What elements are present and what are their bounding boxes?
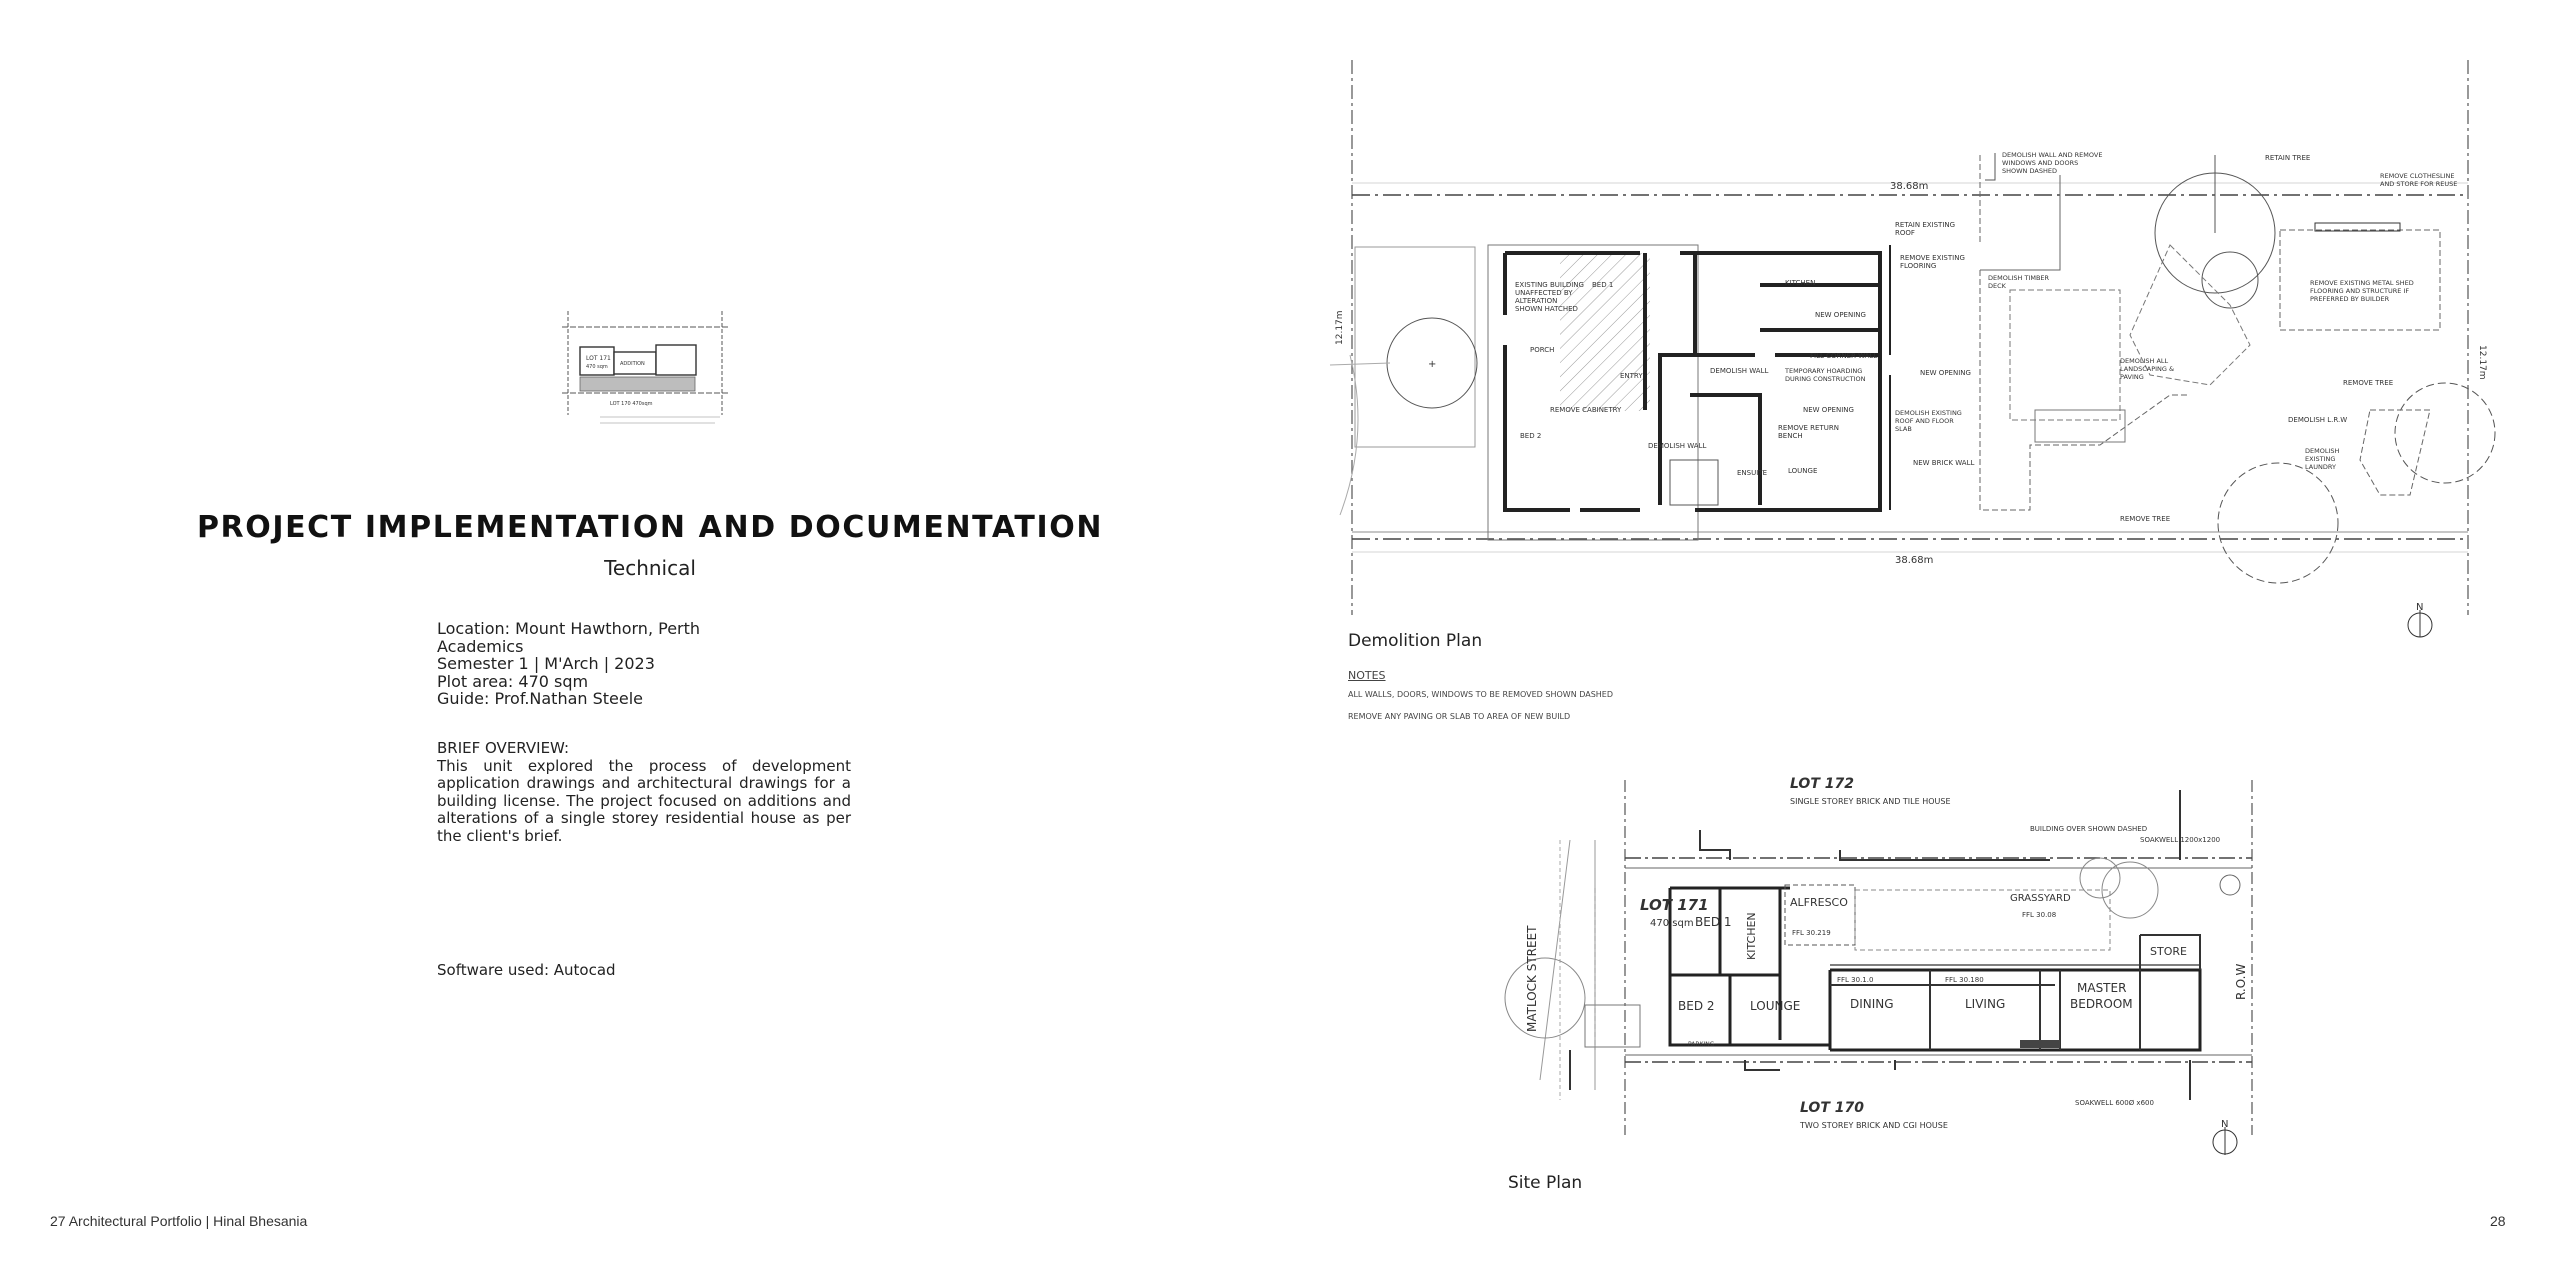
demo-north-label: N	[2416, 602, 2424, 613]
demo-metal-shed: REMOVE EXISTING METAL SHED FLOORING AND STRUCTURE IF PREFERRED BY BUILDER	[2310, 279, 2414, 303]
dim-right: 12.17m	[2477, 345, 2487, 380]
site-plan-caption: Site Plan	[1508, 1173, 1583, 1193]
demo-demolish-wall-1: DEMOLISH WALL	[1710, 367, 1769, 375]
demo-temp-hoarding: TEMPORARY HOARDING DURING CONSTRUCTION	[1785, 367, 1866, 383]
page-subtitle: Technical	[604, 556, 696, 580]
site-room-store: STORE	[2150, 945, 2187, 958]
notes-heading: NOTES	[1348, 669, 1386, 682]
site-room-bed2: BED 2	[1678, 999, 1715, 1013]
info-guide: Guide: Prof.Nathan Steele	[437, 689, 644, 708]
site-room-kitchen: KITCHEN	[1745, 912, 1758, 960]
svg-text:+: +	[1428, 359, 1437, 370]
demo-new-opening-3: NEW OPENING	[1803, 406, 1854, 414]
demo-demolish-roof: DEMOLISH EXISTING ROOF AND FLOOR SLAB	[1895, 409, 1962, 433]
site-room-bedroom: BEDROOM	[2070, 997, 2133, 1011]
site-room-alfresco: ALFRESCO	[1790, 896, 1848, 909]
demo-laundry: DEMOLISH EXISTING LAUNDRY	[2305, 447, 2340, 471]
site-lot170-desc: TWO STOREY BRICK AND CGI HOUSE	[1800, 1121, 1948, 1130]
thumb-addition-label: ADDITION	[620, 361, 645, 367]
info-plot-area: Plot area: 470 sqm	[437, 671, 589, 691]
demolition-plan-caption: Demolition Plan	[1348, 631, 1483, 651]
note-1: ALL WALLS, DOORS, WINDOWS TO BE REMOVED SHOWN DASHED	[1348, 690, 1614, 699]
demo-ensuite: ENSUITE	[1737, 469, 1767, 477]
dim-top: 38.68m	[1890, 181, 1929, 192]
demo-entry: ENTRY	[1620, 372, 1643, 380]
demo-remove-tree-2: REMOVE TREE	[2120, 515, 2171, 523]
site-lot172-desc: SINGLE STOREY BRICK AND TILE HOUSE	[1790, 797, 1951, 806]
demo-kitchen: KITCHEN	[1785, 279, 1816, 287]
site-north-label: N	[2221, 1119, 2229, 1130]
demo-windows: DEMOLISH WALL AND REMOVE WINDOWS AND DOORS SHOWN DASHED	[2002, 151, 2103, 175]
demo-demolish-wall-2: DEMOLISH WALL	[1648, 442, 1707, 450]
site-lot172: LOT 172	[1790, 776, 1854, 792]
page-title: PROJECT IMPLEMENTATION AND DOCUMENTATION	[196, 510, 1104, 545]
thumb-area-label: 470 sqm	[586, 364, 608, 370]
demo-new-brick: NEW BRICK WALL	[1913, 459, 1975, 467]
info-semester: Semester 1 | M'Arch | 2023	[437, 654, 655, 673]
site-row: R.O.W	[2234, 963, 2248, 1000]
site-parking: PARKING	[1688, 1041, 1715, 1048]
site-level-1: FFL 30.219	[1792, 929, 1831, 937]
dim-left: 12.17m	[1335, 310, 1345, 345]
site-soakwell-bottom: SOAKWELL 600Ø x600	[2075, 1099, 2154, 1107]
demo-bed1: BED 1	[1592, 281, 1614, 289]
demo-timber-deck: DEMOLISH TIMBER DECK	[1988, 274, 2050, 290]
site-level-2: FFL 30.08	[2022, 911, 2057, 919]
demo-remove-flooring: REMOVE EXISTING FLOORING	[1900, 254, 1965, 270]
site-room-dining: DINING	[1850, 997, 1894, 1011]
thumb-lot170-label: LOT 170 470sqm	[610, 401, 653, 407]
site-thumbnail	[560, 305, 730, 430]
site-plan-drawing	[1500, 770, 2290, 1190]
demo-remove-tree-1: REMOVE TREE	[2343, 379, 2394, 387]
demo-fill-corner: FILL CORNER WALL	[1810, 352, 1878, 360]
site-room-lounge: LOUNGE	[1750, 999, 1801, 1013]
project-info	[437, 620, 700, 708]
site-soakwell-top: SOAKWELL 1200x1200	[2140, 836, 2221, 844]
brief-heading: BRIEF OVERVIEW:	[437, 739, 570, 757]
demo-landscaping: DEMOLISH ALL LANDSCAPING & PAVING	[2120, 357, 2175, 381]
demo-porch: PORCH	[1530, 346, 1555, 354]
site-room-grassyard: GRASSYARD	[2010, 893, 2071, 904]
demo-bed2: BED 2	[1520, 432, 1542, 440]
demo-lounge: LOUNGE	[1788, 467, 1818, 475]
info-academics: Academics	[437, 636, 524, 656]
demo-retain-roof: RETAIN EXISTING ROOF	[1895, 221, 1956, 237]
demo-existing-building: EXISTING BUILDING UNAFFECTED BY ALTERATION SHOWN HATCHED	[1515, 281, 1584, 313]
site-room-bed1: BED 1	[1695, 915, 1732, 929]
site-building-over: BUILDING OVER SHOWN DASHED	[2030, 825, 2148, 833]
site-lot171: LOT 171	[1640, 896, 1709, 914]
footer-right: 28	[2490, 1213, 2506, 1229]
demo-lrw: DEMOLISH L.R.W	[2288, 416, 2348, 424]
dim-bottom: 38.68m	[1895, 555, 1934, 566]
demo-remove-return: REMOVE RETURN BENCH	[1778, 424, 1839, 440]
demo-remove-cabinetry: REMOVE CABINETRY	[1550, 406, 1622, 414]
site-room-living: LIVING	[1965, 997, 2006, 1011]
site-level-4: FFL 30.180	[1945, 976, 1984, 984]
software-used: Software used: Autocad	[437, 961, 616, 979]
footer-left: 27 Architectural Portfolio | Hinal Bhesania	[50, 1213, 308, 1229]
demo-clothesline: REMOVE CLOTHESLINE AND STORE FOR REUSE	[2380, 172, 2458, 188]
site-room-master: MASTER	[2077, 981, 2127, 995]
demolition-plan-drawing	[1330, 55, 2487, 645]
brief-text: This unit explored the process of development application drawings and architectural drawings for a building license. The project focused on additions and alterations of a single storey residential house as per the client's brief.	[437, 756, 851, 845]
thumb-lot-label: LOT 171	[586, 355, 611, 362]
note-2: REMOVE ANY PAVING OR SLAB TO AREA OF NEW BUILD	[1348, 712, 1571, 721]
site-street: MATLOCK STREET	[1525, 925, 1539, 1032]
info-location: Location: Mount Hawthorn, Perth	[437, 619, 701, 638]
demo-retain-tree: RETAIN TREE	[2265, 154, 2311, 162]
demo-new-opening-2: NEW OPENING	[1920, 369, 1971, 377]
site-level-3: FFL 30.1.0	[1837, 976, 1874, 984]
demo-new-opening-1: NEW OPENING	[1815, 311, 1866, 319]
brief-overview	[437, 740, 851, 845]
site-lot170: LOT 170	[1800, 1100, 1864, 1116]
site-lot171-area: 470 sqm	[1650, 918, 1694, 929]
